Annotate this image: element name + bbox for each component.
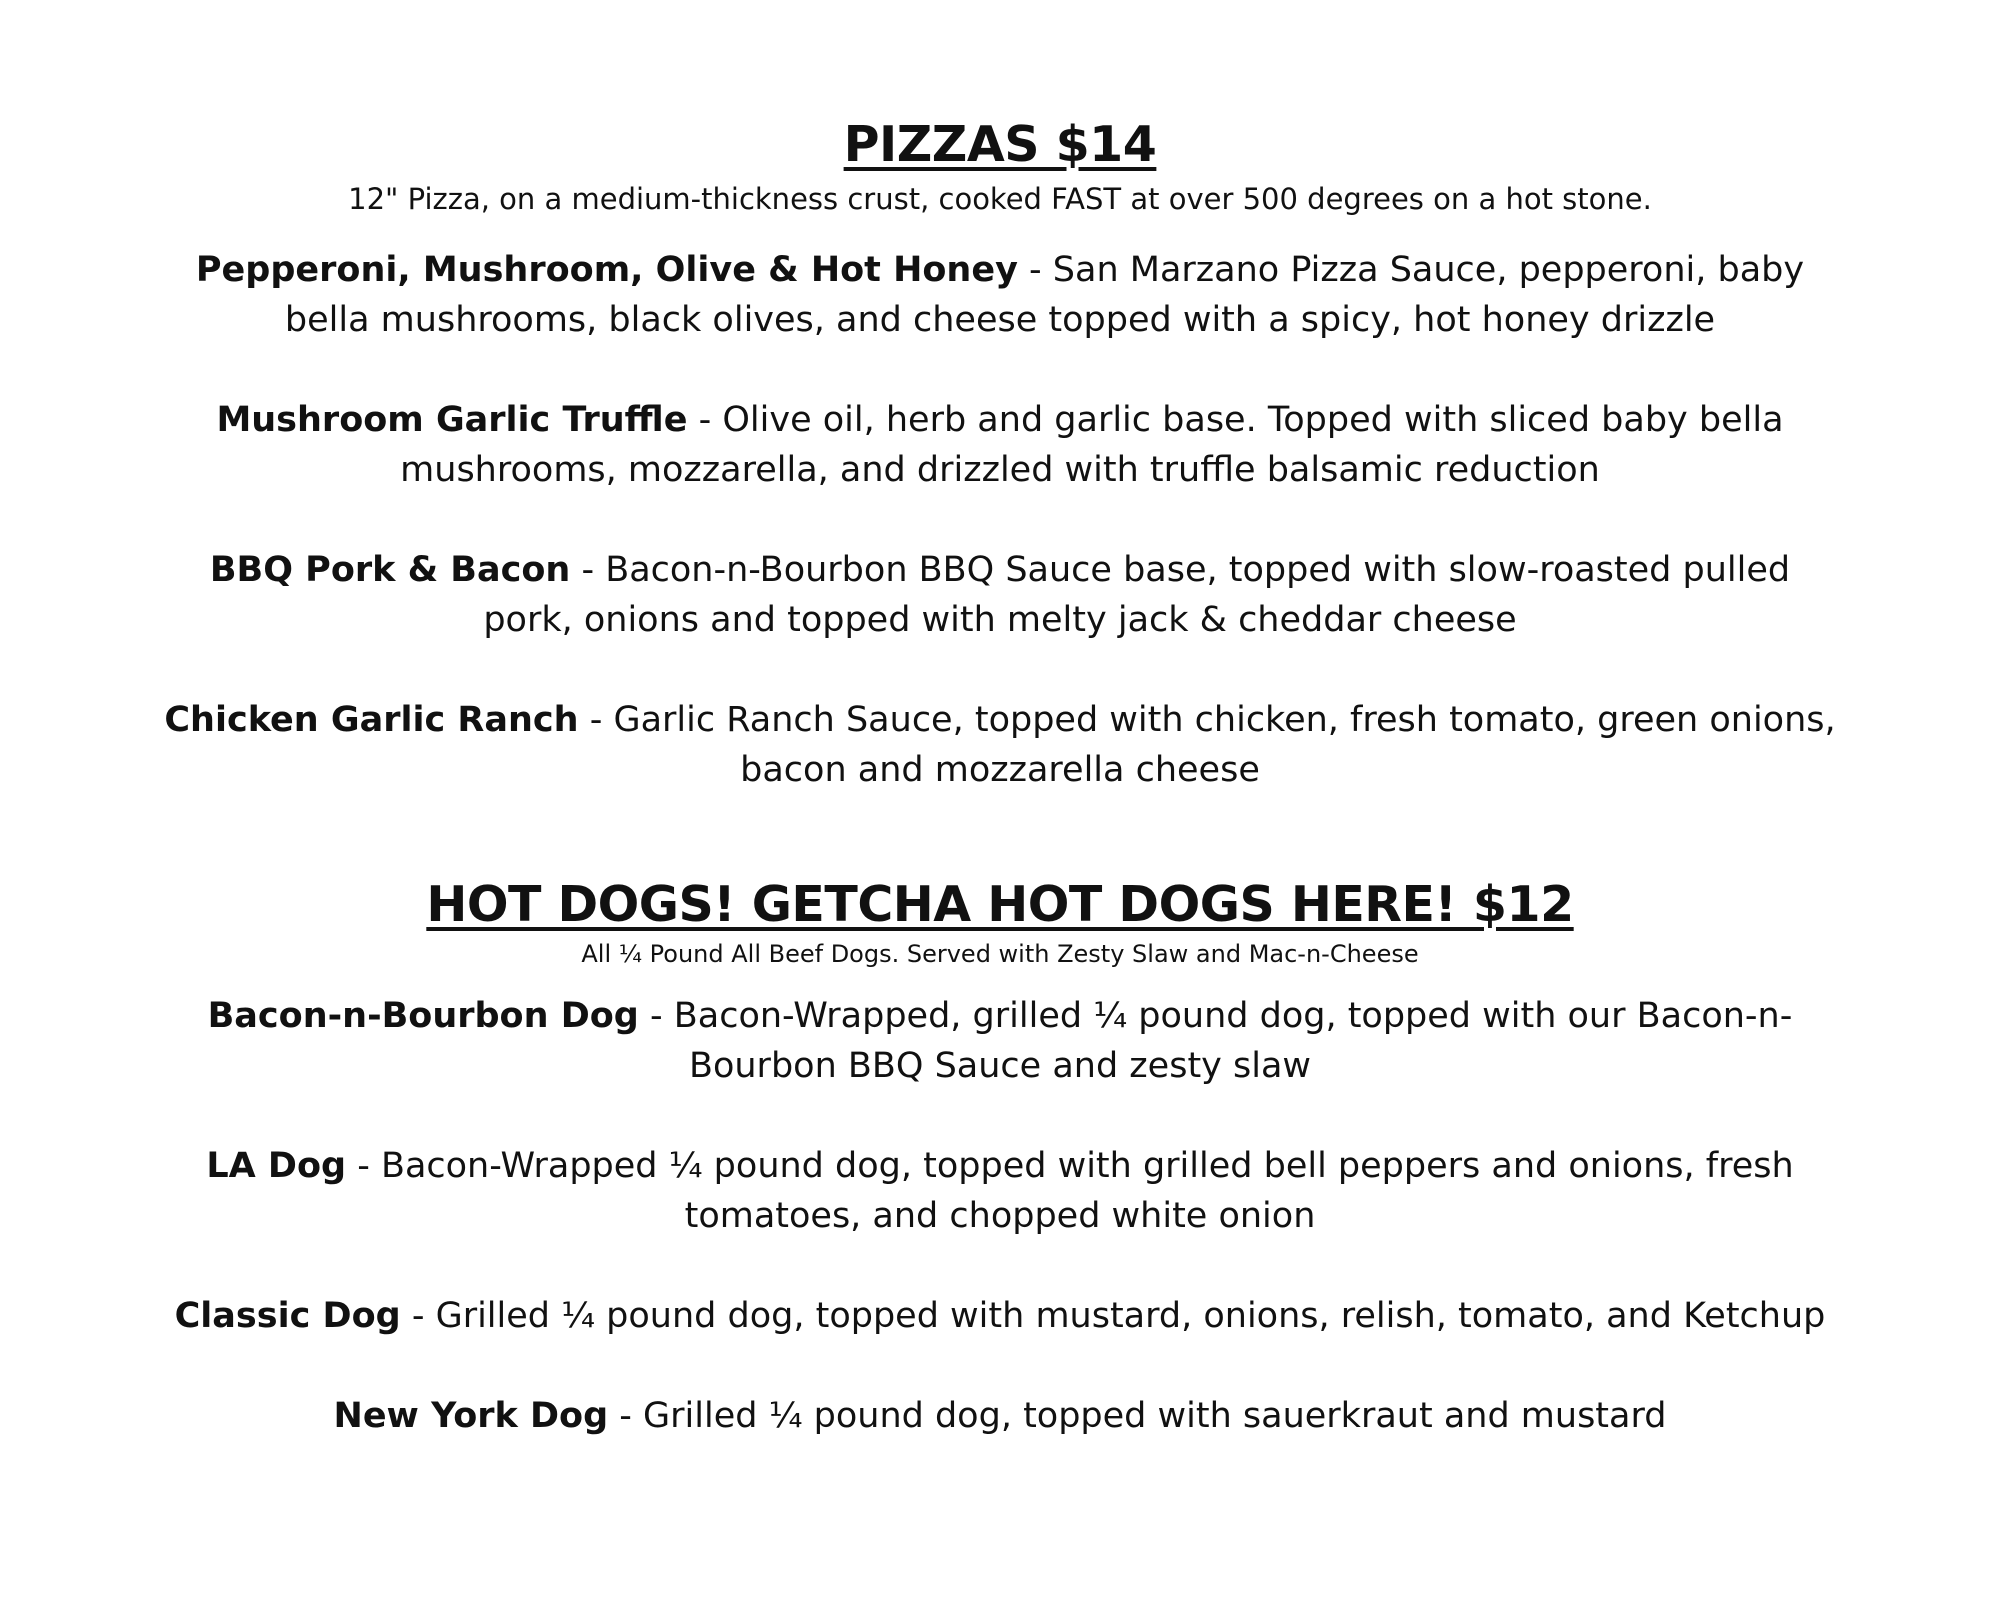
menu-item-name: Mushroom Garlic Truffle [216,400,688,440]
menu-item [120,991,1880,1091]
menu-item-description: - Bacon-n-Bourbon BBQ Sauce base, topped with slow-roasted pulled pork, onions and topped with melty jack & cheddar cheese [483,550,1791,640]
menu-item [120,545,1880,645]
menu-item-list [120,245,1880,795]
hot-dogs-section [0,875,2000,1491]
menu-item-name: Classic Dog [174,1296,401,1336]
menu-item [120,1391,1880,1441]
menu-item-description: - Olive oil, herb and garlic base. Topped with sliced baby bella mushrooms, mozzarella, and drizzled with truffle balsamic reduction [400,400,1784,490]
menu-item-name: Chicken Garlic Ranch [164,700,579,740]
menu-item-description: - Bacon-Wrapped, grilled ¼ pound dog, topped with our Bacon-n-Bourbon BBQ Sauce and zesty slaw [638,996,1793,1086]
menu-item-name: Bacon-n-Bourbon Dog [207,996,639,1036]
menu-item [120,1141,1880,1241]
menu-item-description: - Grilled ¼ pound dog, topped with mustard, onions, relish, tomato, and Ketchup [400,1296,1826,1336]
section-subtitle: 12" Pizza, on a medium-thickness crust, cooked FAST at over 500 degrees on a hot stone. [348,182,1652,216]
menu-item-name: BBQ Pork & Bacon [209,550,571,590]
section-title: PIZZAS $14 [843,116,1157,173]
menu-item [120,1291,1880,1341]
menu-item-name: New York Dog [333,1396,609,1436]
section-subtitle: All ¼ Pound All Beef Dogs. Served with Zesty Slaw and Mac-n-Cheese [581,940,1419,968]
menu-item-description: - Grilled ¼ pound dog, topped with sauerkraut and mustard [608,1396,1667,1436]
pizzas-section [0,115,2000,845]
menu-item [120,695,1880,795]
section-title: HOT DOGS! GETCHA HOT DOGS HERE! $12 [426,876,1574,933]
menu-item-description: - Bacon-Wrapped ¼ pound dog, topped with grilled bell peppers and onions, fresh tomatoes, and chopped white onion [346,1146,1794,1236]
menu-item-name: Pepperoni, Mushroom, Olive & Hot Honey [195,250,1018,290]
menu-item [120,245,1880,345]
menu-item-description: - San Marzano Pizza Sauce, pepperoni, baby bella mushrooms, black olives, and cheese topped with a spicy, hot honey drizzle [284,250,1805,340]
menu-item-list [120,991,1880,1441]
menu-item [120,395,1880,495]
menu-item-description: - Garlic Ranch Sauce, topped with chicken, fresh tomato, green onions, bacon and mozzarella cheese [578,700,1836,790]
menu-item-name: LA Dog [206,1146,347,1186]
